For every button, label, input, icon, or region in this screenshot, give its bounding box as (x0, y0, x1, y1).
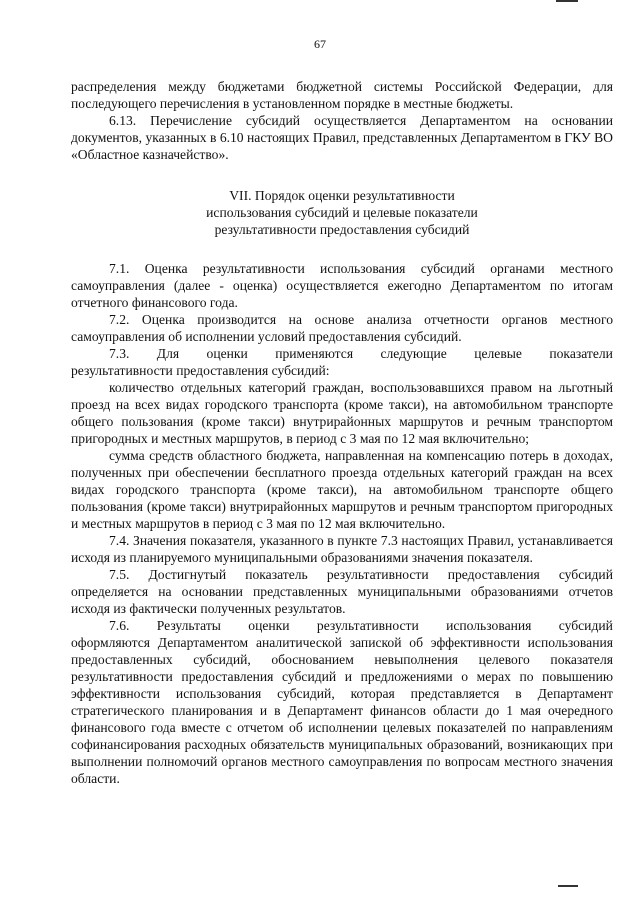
paragraph-7-3-first-line (71, 345, 613, 362)
paragraph-7-3-rest: результативности предоставления субсидий: (71, 363, 330, 378)
p76-word: Результаты (156, 618, 221, 633)
p73-word: целевые (474, 346, 522, 361)
p73-word: показатели (549, 346, 613, 361)
p73-word: Для (156, 346, 180, 361)
p76-word: 7.6. (109, 618, 130, 633)
p73-word: оценки (206, 346, 248, 361)
paragraph-7-6-first-line (71, 617, 613, 634)
p76-word: оценки (248, 618, 290, 633)
page-number: 67 (314, 37, 326, 51)
section-title (71, 187, 613, 238)
p73-word: 7.3. (109, 346, 130, 361)
scan-mark-bottom (558, 885, 578, 887)
p76-word: субсидий (558, 618, 613, 633)
p76-word: результативности (316, 618, 419, 633)
scan-mark-top (556, 0, 578, 2)
paragraph-7-6-rest: оформляются Департаментом аналитической запиской об эффективности использования предоставленных субсидий, обоснованием невыполнения целевого показателя результативности предоставления субсидий и предложениями о мерах по повышению эффективности использования субсидий, которая представляется в Департамент стратегического планирования и в Департамент финансов области до 1 мая очередного финансового года вместе с отчетом об исполнении целевых показателей по направлениям софинансирования расходных обязательств муниципальных образований, возникающих при выполнении полномочий органов местного самоуправления по вопросам местного значения области. (71, 635, 613, 786)
paragraph-7-1: 7.1. Оценка результативности использования субсидий органами местного самоуправления (далее - оценка) осуществляется ежегодно Департаментом по итогам отчетного финансового года. (71, 261, 613, 310)
paragraph-7-2: 7.2. Оценка производится на основе анализа отчетности органов местного самоуправления об исполнении условий предоставления субсидий. (71, 312, 613, 344)
paragraph-7-4: 7.4. Значения показателя, указанного в пункте 7.3 настоящих Правил, устанавливается исходя из планируемого муниципальными образованиями значения показателя. (71, 533, 613, 565)
indicator-1: количество отдельных категорий граждан, воспользовавшихся правом на льготный проезд на всех видах городского транспорта (кроме такси), на автомобильном транспорте общего пользования (кроме такси) внутрирайонных маршрутов и речным транспортом пригородных и местных маршрутов, в период с 3 мая по 12 мая включительно; (71, 380, 613, 446)
paragraph-continued: распределения между бюджетами бюджетной системы Российской Федерации, для последующего перечисления в установленном порядке в местные бюджеты. (71, 79, 613, 111)
p76-word: использования (446, 618, 532, 633)
p73-word: применяются (275, 346, 354, 361)
paragraph-7-5: 7.5. Достигнутый показатель результативности предоставления субсидий определяется на основании представленных муниципальными образованиями отчетов исходя из фактически полученных результатов. (71, 567, 613, 616)
p73-word: следующие (380, 346, 447, 361)
section-title-line-1: VII. Порядок оценки результативности (229, 188, 455, 203)
document-body (71, 78, 613, 787)
indicator-2: сумма средств областного бюджета, направленная на компенсацию потерь в доходах, полученных при обеспечении бесплатного проезда отдельных категорий граждан на всех видах городского транспорта (кроме такси), на автомобильном транспорте общего пользования (кроме такси) внутрирайонных маршрутов и речным транспортом пригородных и местных маршрутов в период с 3 мая по 12 мая включительно. (71, 448, 613, 531)
section-title-line-3: результативности предоставления субсидий (214, 222, 470, 237)
paragraph-6-13: 6.13. Перечисление субсидий осуществляется Департаментом на основании документов, указанных в 6.10 настоящих Правил, представленных Департаментом в ГКУ ВО «Областное казначейство». (71, 113, 613, 162)
section-title-line-2: использования субсидий и целевые показатели (206, 205, 478, 220)
